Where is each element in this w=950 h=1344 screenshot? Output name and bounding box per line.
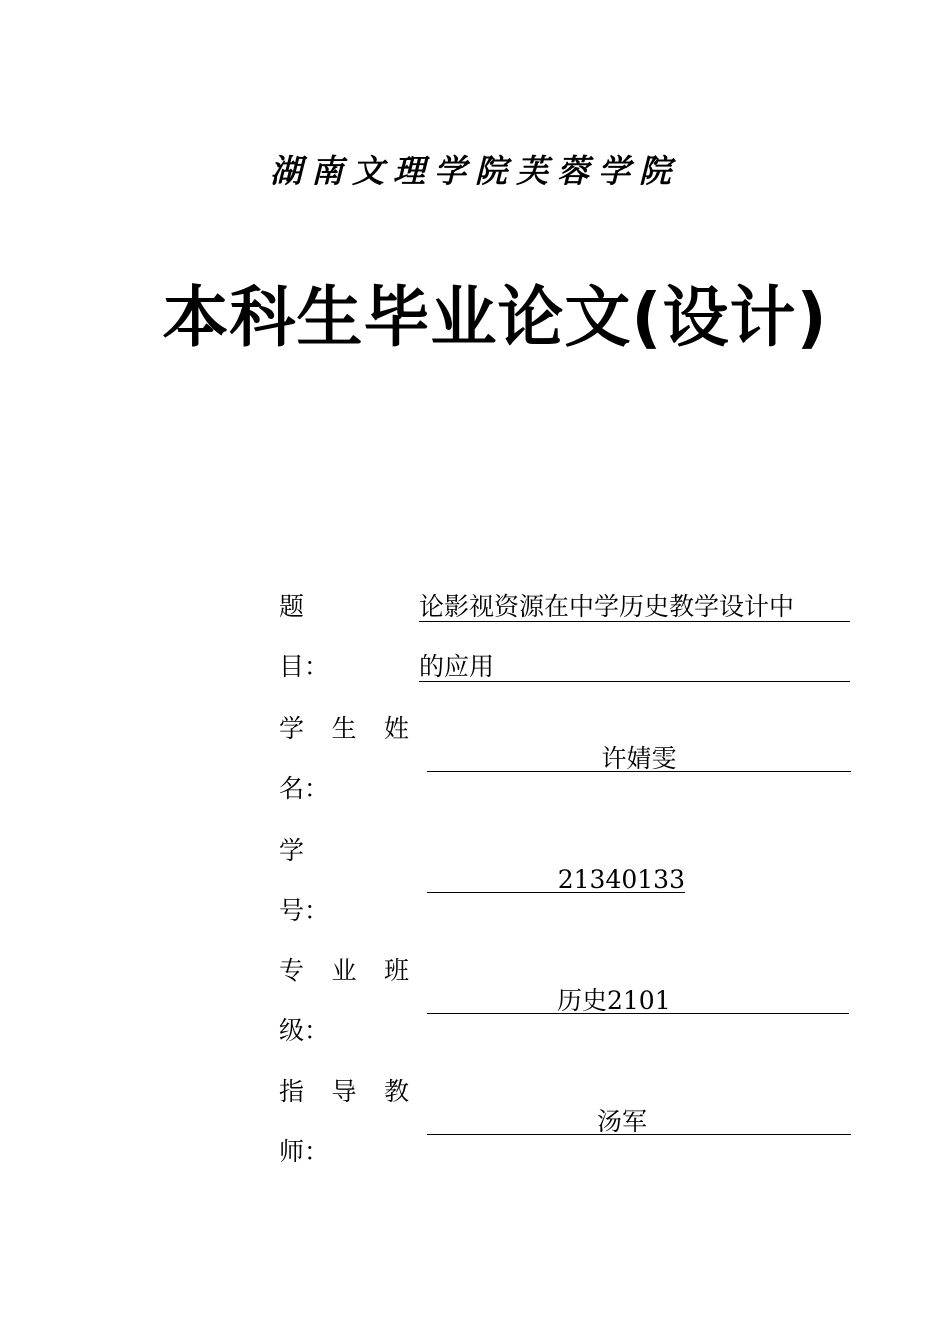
topic-value-line1: 论影视资源在中学历史教学设计中 <box>419 592 795 621</box>
label-char: 业 <box>331 956 357 985</box>
student-name-label-line1 <box>279 714 409 744</box>
student-id-value: 21340133 <box>557 865 685 894</box>
school-name: 湖南文理学院芙蓉学院 <box>269 152 680 190</box>
topic-label-line2: 目： <box>279 652 330 681</box>
topic-label-line1: 题 <box>279 592 305 621</box>
major-class-label-line1 <box>279 956 409 986</box>
label-char: 指 <box>279 1077 305 1106</box>
major-class-label-line2: 级： <box>279 1016 330 1045</box>
label-char: 教 <box>383 1077 409 1106</box>
student-name-value: 许婧雯 <box>601 744 677 773</box>
major-class-underline <box>427 1013 849 1014</box>
topic-underline-2 <box>419 681 850 682</box>
thesis-type-title: 本科生毕业论文(设计) <box>162 279 828 356</box>
advisor-underline <box>427 1134 851 1135</box>
label-char: 导 <box>331 1077 357 1106</box>
advisor-label-line1 <box>279 1077 409 1107</box>
advisor-value: 汤军 <box>597 1107 648 1136</box>
topic-underline-1 <box>419 621 850 622</box>
label-char: 班 <box>383 956 409 985</box>
label-char: 姓 <box>383 714 409 743</box>
advisor-label-line2: 师： <box>279 1137 330 1166</box>
label-char: 专 <box>279 956 305 985</box>
label-char: 生 <box>331 714 357 743</box>
topic-value-line2: 的应用 <box>419 652 495 681</box>
student-id-label-line1: 学 <box>279 836 305 865</box>
student-name-label-line2: 名： <box>279 774 330 803</box>
student-id-label-line2: 号： <box>279 896 330 925</box>
student-id-underline <box>427 892 685 893</box>
label-char: 学 <box>279 714 305 743</box>
student-name-underline <box>427 771 851 772</box>
major-class-value: 历史2101 <box>557 986 671 1015</box>
